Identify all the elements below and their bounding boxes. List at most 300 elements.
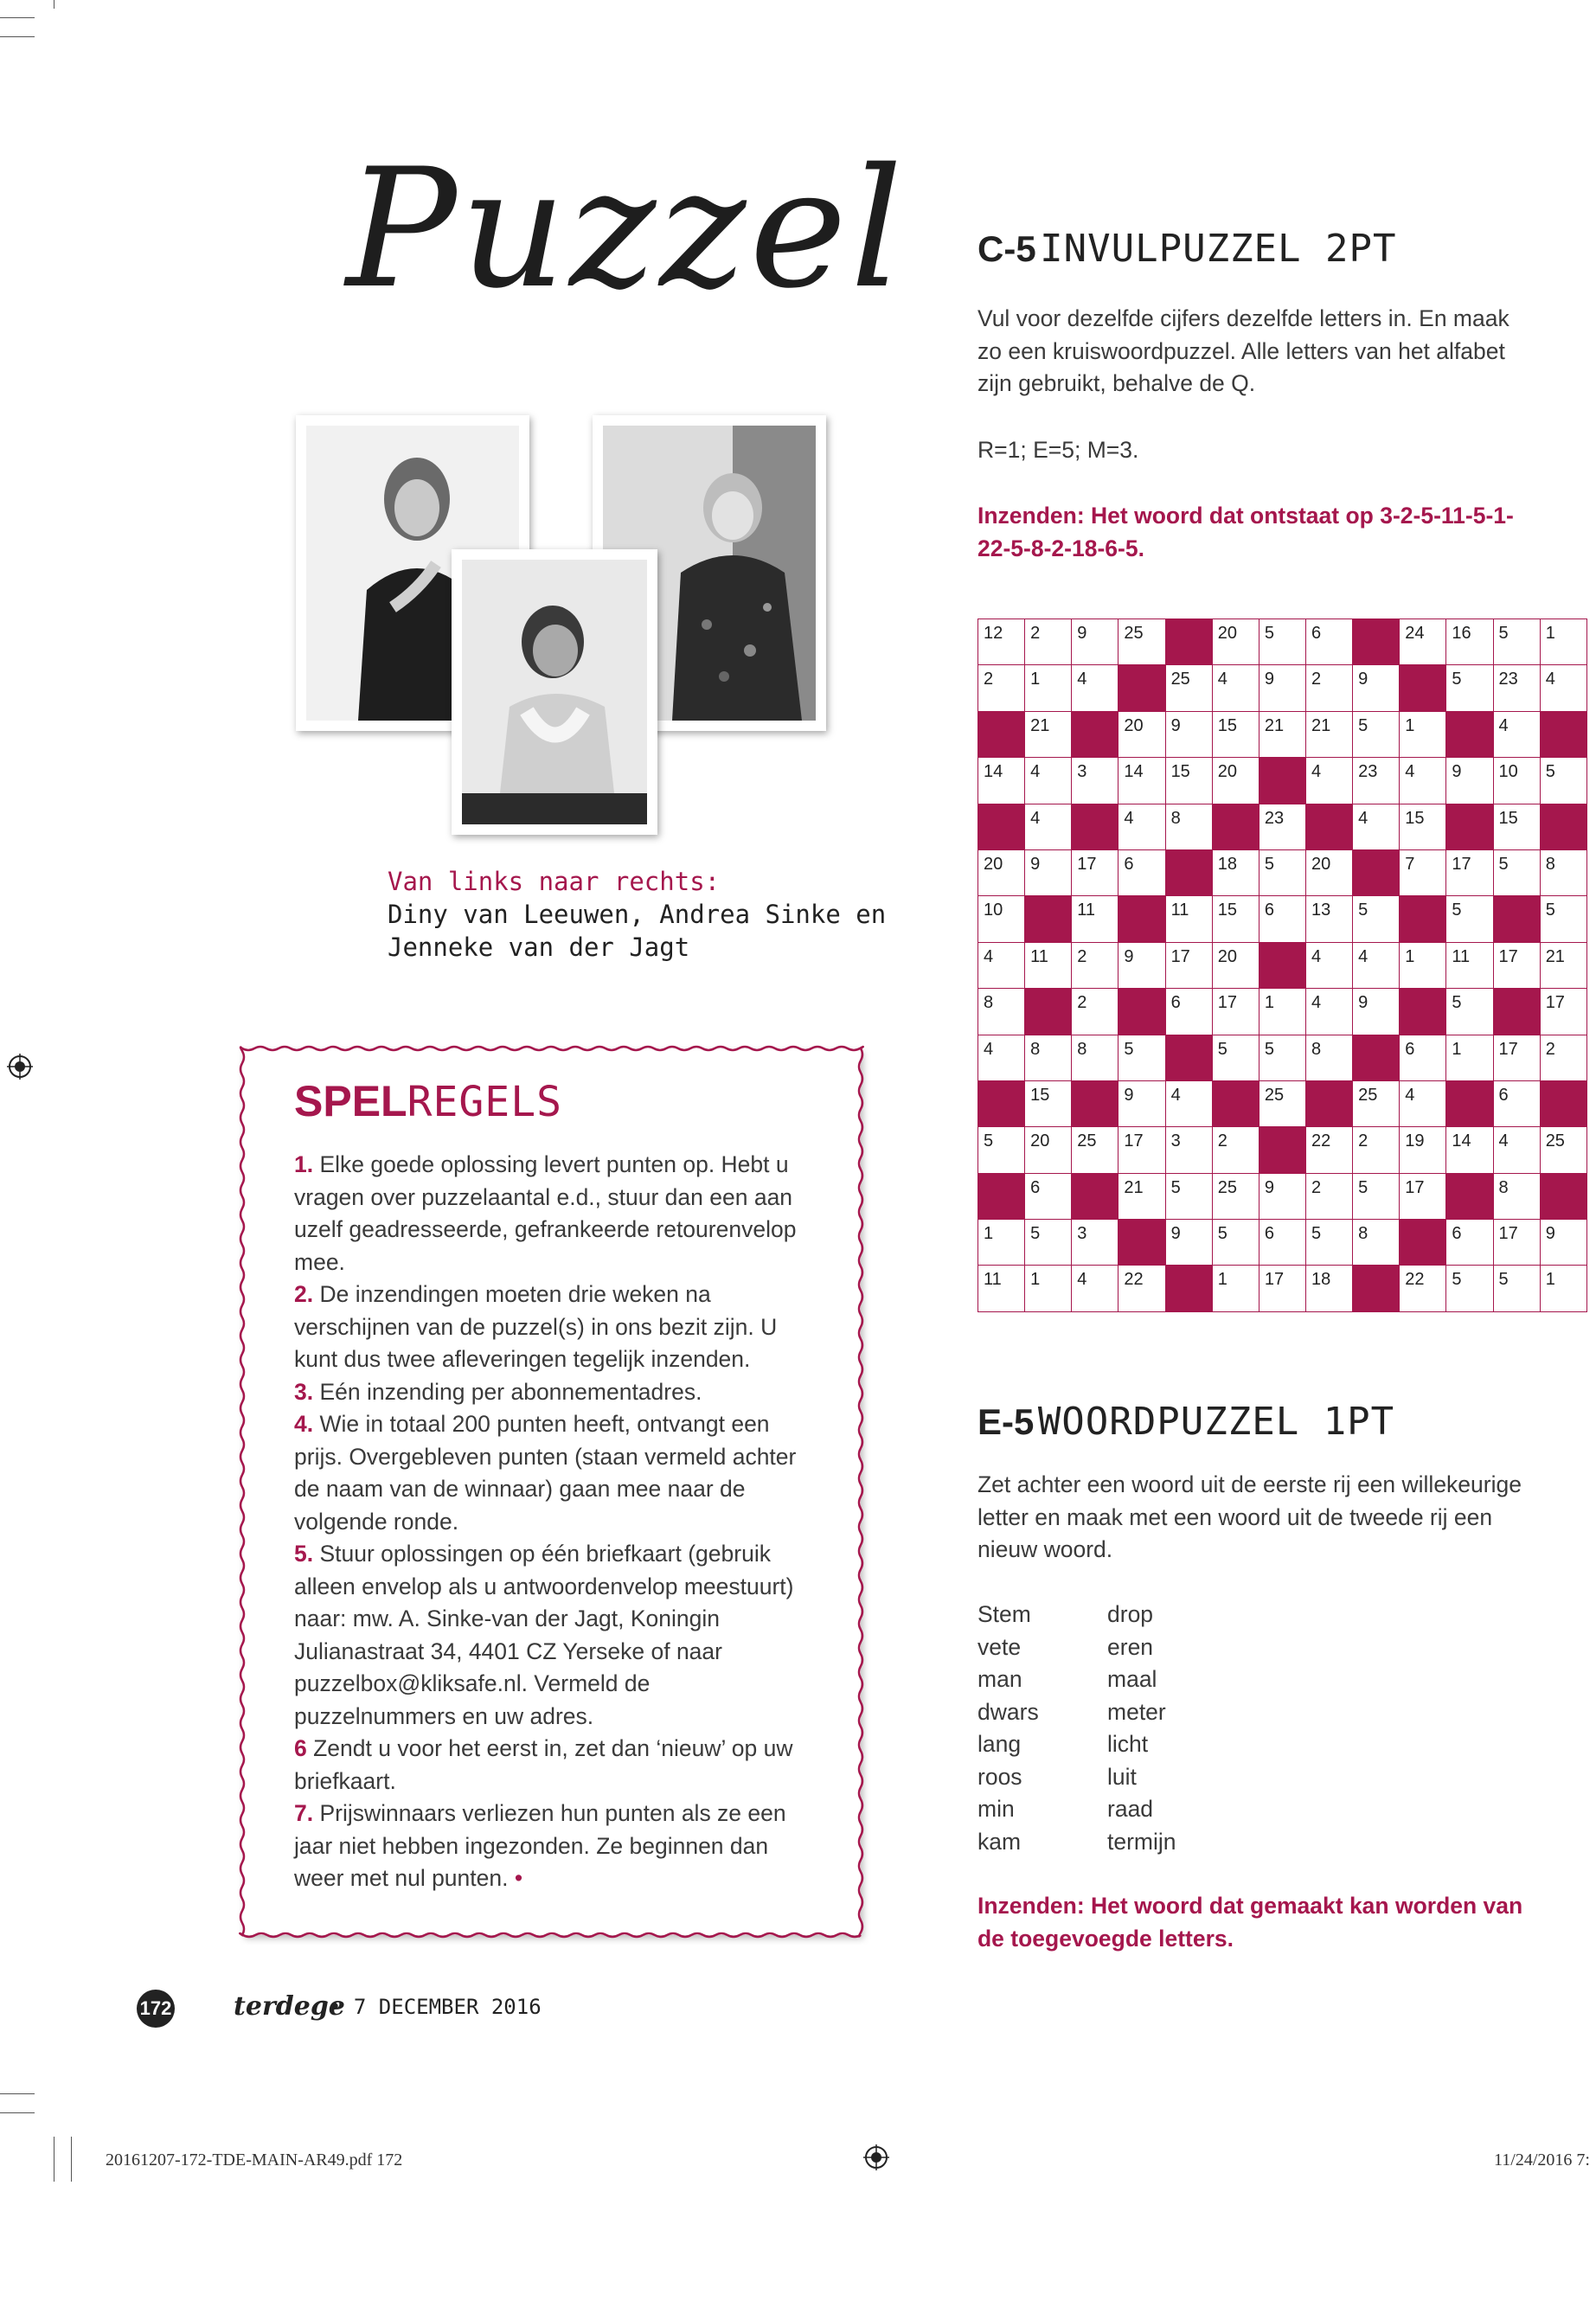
grid-cell-number: 4: [984, 1039, 994, 1059]
grid-cell-number: 2: [984, 670, 994, 689]
grid-cell-number: 5: [984, 1131, 994, 1151]
c5-submit: Inzenden: Het woord dat ontstaat op 3-2-5-11-5-1-22-5-8-2-18-6-5.: [977, 503, 1514, 561]
word-item: luit: [1107, 1763, 1137, 1790]
grid-cell-black: [1072, 1173, 1118, 1219]
grid-cell: [1025, 804, 1072, 849]
grid-cell: [978, 896, 1025, 942]
print-slug: 20161207-172-TDE-MAIN-AR49.pdf 172: [106, 2150, 403, 2170]
end-mark: •: [508, 1865, 523, 1891]
print-timestamp: 11/24/2016 7:: [1494, 2150, 1590, 2170]
grid-cell-number: 19: [1405, 1131, 1425, 1151]
word-item: Stem: [977, 1601, 1031, 1627]
grid-cell-black: [1400, 1220, 1446, 1266]
grid-cell-number: 14: [984, 762, 1003, 782]
rules-title: [294, 1076, 562, 1126]
grid-cell: [978, 1127, 1025, 1173]
grid-row: [978, 804, 1587, 849]
registration-mark-icon: [7, 1054, 33, 1080]
grid-cell: [1118, 1035, 1165, 1080]
grid-cell: [1353, 942, 1400, 988]
grid-row: [978, 849, 1587, 895]
c5-name: INVULPUZZEL 2PT: [1040, 227, 1397, 271]
grid-cell: [1446, 942, 1493, 988]
grid-cell-number: 2: [1030, 624, 1041, 643]
grid-cell-number: 23: [1264, 808, 1285, 828]
grid-cell: [1353, 1127, 1400, 1173]
grid-row: [978, 1220, 1587, 1266]
grid-cell: [1025, 1266, 1072, 1311]
grid-cell-number: 4: [1498, 715, 1509, 735]
grid-cell: [1259, 1080, 1305, 1126]
grid-cell-number: 8: [1030, 1039, 1041, 1059]
grid-cell-number: 8: [1498, 1177, 1509, 1197]
grid-cell-number: 5: [1452, 901, 1462, 920]
page-title: Puzzel: [346, 133, 907, 324]
grid-cell-number: 12: [984, 624, 1003, 643]
grid-cell: [1212, 1266, 1259, 1311]
grid-cell-number: 14: [1452, 1131, 1471, 1151]
grid-cell-number: 4: [1077, 670, 1087, 689]
grid-cell: [1025, 942, 1072, 988]
e5-title: [977, 1400, 1394, 1444]
grid-cell-number: 5: [1498, 854, 1509, 874]
word-item: termijn: [1107, 1828, 1176, 1855]
grid-cell-black: [1165, 1035, 1212, 1080]
e5-code: E-5: [977, 1401, 1035, 1442]
grid-cell-number: 8: [1311, 1039, 1322, 1059]
grid-cell: [1540, 849, 1586, 895]
grid-cell: [1446, 665, 1493, 711]
c5-code: C-5: [977, 228, 1036, 269]
grid-cell-number: 7: [1405, 854, 1415, 874]
grid-cell: [1118, 1266, 1165, 1311]
grid-cell-number: 8: [1358, 1224, 1368, 1244]
rule-number: 3.: [294, 1378, 314, 1405]
grid-cell: [1446, 1127, 1493, 1173]
grid-cell-number: 10: [984, 901, 1003, 920]
grid-cell: [1025, 665, 1072, 711]
grid-cell: [1400, 942, 1446, 988]
grid-cell: [1165, 896, 1212, 942]
grid-cell-number: 1: [1545, 1270, 1555, 1290]
grid-cell-black: [1118, 896, 1165, 942]
grid-cell: [1493, 619, 1540, 665]
grid-cell: [1446, 1035, 1493, 1080]
grid-cell: [1212, 711, 1259, 757]
photo-caption: [388, 865, 886, 964]
grid-cell-number: 1: [1264, 993, 1274, 1013]
grid-cell: [1446, 849, 1493, 895]
grid-cell-number: 23: [1498, 670, 1518, 689]
grid-cell-number: 9: [1358, 993, 1368, 1013]
grid-cell-number: 25: [1264, 1085, 1285, 1105]
grid-cell-number: 8: [984, 993, 994, 1013]
grid-cell-number: 8: [1545, 854, 1555, 874]
grid-cell-number: 15: [1217, 901, 1237, 920]
grid-cell-number: 5: [1311, 1224, 1322, 1244]
grid-cell: [1212, 849, 1259, 895]
word-item: drop: [1107, 1601, 1154, 1627]
grid-cell: [1353, 989, 1400, 1035]
grid-cell: [1025, 758, 1072, 804]
grid-cell: [1353, 1173, 1400, 1219]
grid-cell: [1353, 1080, 1400, 1126]
grid-cell-number: 15: [1405, 808, 1425, 828]
grid-cell: [1353, 758, 1400, 804]
grid-cell-number: 25: [1217, 1177, 1237, 1197]
grid-row: [978, 1127, 1587, 1173]
grid-cell: [1540, 942, 1586, 988]
grid-cell-number: 23: [1358, 762, 1378, 782]
grid-cell-number: 17: [1124, 1131, 1144, 1151]
grid-cell-number: 8: [1077, 1039, 1087, 1059]
grid-cell-black: [978, 1173, 1025, 1219]
grid-cell-number: 1: [1545, 624, 1555, 643]
grid-cell-number: 25: [1124, 624, 1144, 643]
grid-cell-black: [1400, 989, 1446, 1035]
grid-cell: [1212, 942, 1259, 988]
grid-cell: [1072, 1127, 1118, 1173]
grid-cell-number: 4: [1124, 808, 1134, 828]
grid-cell-number: 6: [1311, 624, 1322, 643]
grid-cell-black: [1118, 1220, 1165, 1266]
grid-row: [978, 665, 1587, 711]
c5-title: [977, 227, 1397, 271]
word-item: vete: [977, 1633, 1022, 1660]
grid-cell-number: 18: [1311, 1270, 1331, 1290]
grid-cell: [1165, 711, 1212, 757]
grid-cell-black: [1400, 665, 1446, 711]
grid-cell: [978, 942, 1025, 988]
brand-logo: terdege: [234, 1991, 345, 2022]
grid-cell: [1400, 849, 1446, 895]
grid-cell: [1165, 942, 1212, 988]
grid-cell-black: [1259, 758, 1305, 804]
grid-cell: [1259, 1035, 1305, 1080]
grid-cell: [978, 849, 1025, 895]
grid-cell-number: 20: [1124, 715, 1144, 735]
grid-cell: [1305, 619, 1352, 665]
grid-cell-number: 11: [1452, 946, 1471, 966]
grid-cell: [1118, 1080, 1165, 1126]
grid-cell-number: 5: [1358, 715, 1368, 735]
grid-cell-black: [1259, 942, 1305, 988]
grid-cell-number: 4: [1405, 762, 1415, 782]
grid-cell: [1493, 1220, 1540, 1266]
word-item: kam: [977, 1828, 1022, 1855]
grid-cell-number: 17: [1264, 1270, 1285, 1290]
grid-cell: [1305, 989, 1352, 1035]
grid-cell: [1400, 711, 1446, 757]
grid-cell: [1165, 989, 1212, 1035]
grid-cell-number: 21: [1264, 715, 1285, 735]
grid-cell: [1493, 1127, 1540, 1173]
grid-cell-black: [1446, 804, 1493, 849]
word-item: lang: [977, 1731, 1022, 1757]
grid-cell: [1540, 1266, 1586, 1311]
word-column-2: [1107, 1599, 1176, 1858]
grid-cell-number: 5: [1452, 993, 1462, 1013]
grid-cell-number: 20: [1030, 1131, 1050, 1151]
rule-number: 7.: [294, 1800, 314, 1826]
word-item: roos: [977, 1763, 1022, 1790]
grid-row: [978, 711, 1587, 757]
grid-cell: [1540, 1220, 1586, 1266]
grid-cell-black: [1072, 804, 1118, 849]
grid-cell: [978, 989, 1025, 1035]
grid-cell-black: [1353, 1266, 1400, 1311]
grid-cell-number: 5: [1358, 901, 1368, 920]
grid-cell: [1353, 804, 1400, 849]
grid-cell: [1118, 1127, 1165, 1173]
grid-cell-number: 25: [1358, 1085, 1378, 1105]
grid-cell-number: 17: [1498, 1224, 1518, 1244]
grid-row: [978, 619, 1587, 665]
grid-cell-number: 9: [1170, 715, 1181, 735]
grid-cell: [1165, 1127, 1212, 1173]
grid-cell: [1165, 1173, 1212, 1219]
grid-cell: [1118, 758, 1165, 804]
grid-cell: [1446, 619, 1493, 665]
grid-cell-number: 5: [1217, 1039, 1227, 1059]
grid-cell-number: 6: [1405, 1039, 1415, 1059]
grid-cell: [1493, 1173, 1540, 1219]
grid-cell-number: 2: [1358, 1131, 1368, 1151]
grid-cell: [1072, 619, 1118, 665]
grid-cell: [1540, 1127, 1586, 1173]
grid-cell: [1259, 849, 1305, 895]
grid-cell-number: 9: [1170, 1224, 1181, 1244]
grid-cell: [1259, 619, 1305, 665]
grid-cell-number: 22: [1124, 1270, 1144, 1290]
rule-text: Prijswinnaars verliezen hun punten als ze een jaar niet hebben ingezonden. Ze beginnen dan weer met nul punten.: [294, 1800, 786, 1891]
grid-cell-number: 4: [1030, 808, 1041, 828]
grid-cell-black: [1540, 1173, 1586, 1219]
grid-cell-black: [1305, 804, 1352, 849]
grid-cell: [1540, 896, 1586, 942]
grid-cell-number: 25: [1170, 670, 1190, 689]
grid-cell: [1400, 619, 1446, 665]
grid-cell: [1493, 942, 1540, 988]
grid-cell-number: 4: [1405, 1085, 1415, 1105]
grid-cell-number: 5: [1264, 1039, 1274, 1059]
grid-cell: [1305, 758, 1352, 804]
grid-cell-black: [1259, 1127, 1305, 1173]
grid-cell-number: 4: [984, 946, 994, 966]
crop-mark: [0, 2093, 35, 2094]
grid-cell: [1212, 619, 1259, 665]
grid-cell-number: 9: [1358, 670, 1368, 689]
grid-cell-black: [1025, 896, 1072, 942]
grid-cell-number: 20: [1311, 854, 1331, 874]
caption-line-1: Van links naar rechts:: [388, 867, 721, 896]
grid-cell-number: 14: [1124, 762, 1144, 782]
e5-intro: Zet achter een woord uit de eerste rij een willekeurige letter en maak met een woord uit de tweede rij een nieuw woord.: [977, 1471, 1522, 1562]
grid-cell: [1072, 1035, 1118, 1080]
grid-cell-number: 3: [1170, 1131, 1181, 1151]
grid-cell: [1305, 1266, 1352, 1311]
grid-cell-black: [1165, 849, 1212, 895]
grid-cell: [1259, 665, 1305, 711]
grid-cell: [1446, 989, 1493, 1035]
grid-cell: [1259, 1220, 1305, 1266]
grid-cell: [1259, 989, 1305, 1035]
grid-cell-number: 4: [1311, 762, 1322, 782]
grid-cell: [1072, 758, 1118, 804]
grid-cell: [1072, 942, 1118, 988]
grid-cell: [1072, 1266, 1118, 1311]
grid-cell: [1025, 711, 1072, 757]
grid-cell: [1212, 1127, 1259, 1173]
grid-cell: [1446, 896, 1493, 942]
grid-cell-black: [1353, 619, 1400, 665]
grid-cell-number: 5: [1170, 1177, 1181, 1197]
grid-cell: [1212, 1035, 1259, 1080]
grid-cell: [1493, 804, 1540, 849]
grid-cell-number: 17: [1170, 946, 1190, 966]
grid-cell: [1072, 989, 1118, 1035]
grid-cell: [1165, 1220, 1212, 1266]
grid-cell: [1212, 1173, 1259, 1219]
word-item: eren: [1107, 1633, 1154, 1660]
grid-cell-number: 9: [1124, 1085, 1134, 1105]
grid-cell: [978, 1035, 1025, 1080]
grid-cell-number: 9: [1264, 670, 1274, 689]
grid-cell-number: 17: [1077, 854, 1097, 874]
grid-cell-black: [1165, 619, 1212, 665]
grid-cell-number: 4: [1498, 1131, 1509, 1151]
rule-number: 5.: [294, 1541, 314, 1567]
grid-cell-number: 5: [1498, 624, 1509, 643]
grid-cell-number: 22: [1311, 1131, 1331, 1151]
rule-number: 2.: [294, 1281, 314, 1307]
grid-cell: [1400, 804, 1446, 849]
grid-cell-number: 4: [1311, 993, 1322, 1013]
grid-cell-number: 4: [1358, 808, 1368, 828]
rule-text: Zendt u voor het eerst in, zet dan ‘nieuw’ op uw briefkaart.: [294, 1735, 793, 1794]
grid-cell: [1165, 758, 1212, 804]
grid-cell: [1259, 1266, 1305, 1311]
grid-cell-number: 4: [1545, 670, 1555, 689]
grid-cell-number: 6: [1170, 993, 1181, 1013]
grid-cell-number: 15: [1217, 715, 1237, 735]
grid-cell: [1305, 849, 1352, 895]
grid-cell: [1305, 711, 1352, 757]
grid-cell-black: [1165, 1266, 1212, 1311]
grid-cell: [1446, 758, 1493, 804]
grid-cell-number: 4: [1358, 946, 1368, 966]
grid-cell-number: 1: [1405, 946, 1415, 966]
grid-cell-number: 5: [1264, 854, 1274, 874]
grid-cell: [1165, 804, 1212, 849]
grid-cell-number: 15: [1170, 762, 1190, 782]
grid-cell-black: [1540, 1080, 1586, 1126]
word-item: meter: [1107, 1698, 1166, 1725]
grid-cell-black: [1400, 896, 1446, 942]
grid-cell-number: 2: [1545, 1039, 1555, 1059]
grid-cell: [1212, 1220, 1259, 1266]
word-column-1: [977, 1599, 1039, 1858]
grid-cell-number: 5: [1545, 762, 1555, 782]
grid-cell-black: [978, 1080, 1025, 1126]
grid-cell: [1212, 665, 1259, 711]
grid-cell-number: 6: [1264, 901, 1274, 920]
grid-cell-black: [1353, 849, 1400, 895]
grid-cell-number: 17: [1217, 993, 1237, 1013]
grid-cell-number: 9: [1077, 624, 1087, 643]
grid-cell-number: 4: [1217, 670, 1227, 689]
grid-cell: [1493, 1035, 1540, 1080]
grid-cell: [1025, 849, 1072, 895]
grid-cell-number: 3: [1077, 1224, 1087, 1244]
grid-cell: [1025, 619, 1072, 665]
grid-cell-number: 8: [1170, 808, 1181, 828]
grid-cell-number: 9: [1030, 854, 1041, 874]
grid-cell-number: 6: [1498, 1085, 1509, 1105]
crop-mark: [0, 36, 35, 37]
grid-cell: [1305, 896, 1352, 942]
grid-cell: [1025, 1173, 1072, 1219]
grid-cell-number: 24: [1405, 624, 1425, 643]
rule-text: Wie in totaal 200 punten heeft, ontvangt een prijs. Overgebleven punten (staan vermeld achter de naam van de winnaar) gaan mee naar de volgende ronde.: [294, 1411, 797, 1535]
grid-cell-number: 4: [1030, 762, 1041, 782]
grid-cell: [1353, 1220, 1400, 1266]
word-item: maal: [1107, 1666, 1157, 1692]
grid-cell-black: [1305, 1080, 1352, 1126]
grid-row: [978, 1266, 1587, 1311]
grid-cell-number: 20: [1217, 762, 1237, 782]
grid-cell-black: [1446, 1080, 1493, 1126]
grid-cell: [1305, 1127, 1352, 1173]
grid-cell-number: 9: [1124, 946, 1134, 966]
grid-cell: [1118, 804, 1165, 849]
grid-cell-number: 15: [1498, 808, 1518, 828]
grid-row: [978, 1173, 1587, 1219]
grid-cell-number: 25: [1545, 1131, 1565, 1151]
grid-cell-number: 5: [1452, 1270, 1462, 1290]
word-item: raad: [1107, 1796, 1154, 1822]
grid-cell-number: 11: [1030, 946, 1048, 966]
grid-cell-number: 20: [1217, 624, 1237, 643]
grid-cell: [978, 1220, 1025, 1266]
e5-name: WOORDPUZZEL 1PT: [1037, 1400, 1395, 1444]
grid-cell: [1493, 1266, 1540, 1311]
grid-cell-black: [1025, 989, 1072, 1035]
grid-cell: [1353, 896, 1400, 942]
grid-cell: [1400, 1173, 1446, 1219]
grid-cell-black: [1446, 711, 1493, 757]
grid-cell-number: 2: [1077, 946, 1087, 966]
grid-cell-number: 4: [1077, 1270, 1087, 1290]
grid-cell-number: 18: [1217, 854, 1237, 874]
grid-cell: [1353, 711, 1400, 757]
grid-cell: [1025, 1080, 1072, 1126]
grid-cell-number: 2: [1311, 1177, 1322, 1197]
grid-cell-number: 3: [1077, 762, 1087, 782]
grid-cell: [1400, 1266, 1446, 1311]
word-item: man: [977, 1666, 1022, 1692]
grid-cell: [1165, 665, 1212, 711]
grid-cell-black: [1540, 711, 1586, 757]
grid-cell: [978, 1266, 1025, 1311]
grid-cell: [1305, 665, 1352, 711]
rule-text: De inzendingen moeten drie weken na verschijnen van de puzzel(s) in ons bezit zijn. U kunt dus twee afleveringen tegelijk inzenden.: [294, 1281, 778, 1372]
photo-andrea: [452, 549, 657, 835]
grid-cell-number: 17: [1498, 1039, 1518, 1059]
rule-number: 1.: [294, 1151, 314, 1177]
grid-cell-number: 9: [1545, 1224, 1555, 1244]
grid-cell: [1446, 1266, 1493, 1311]
